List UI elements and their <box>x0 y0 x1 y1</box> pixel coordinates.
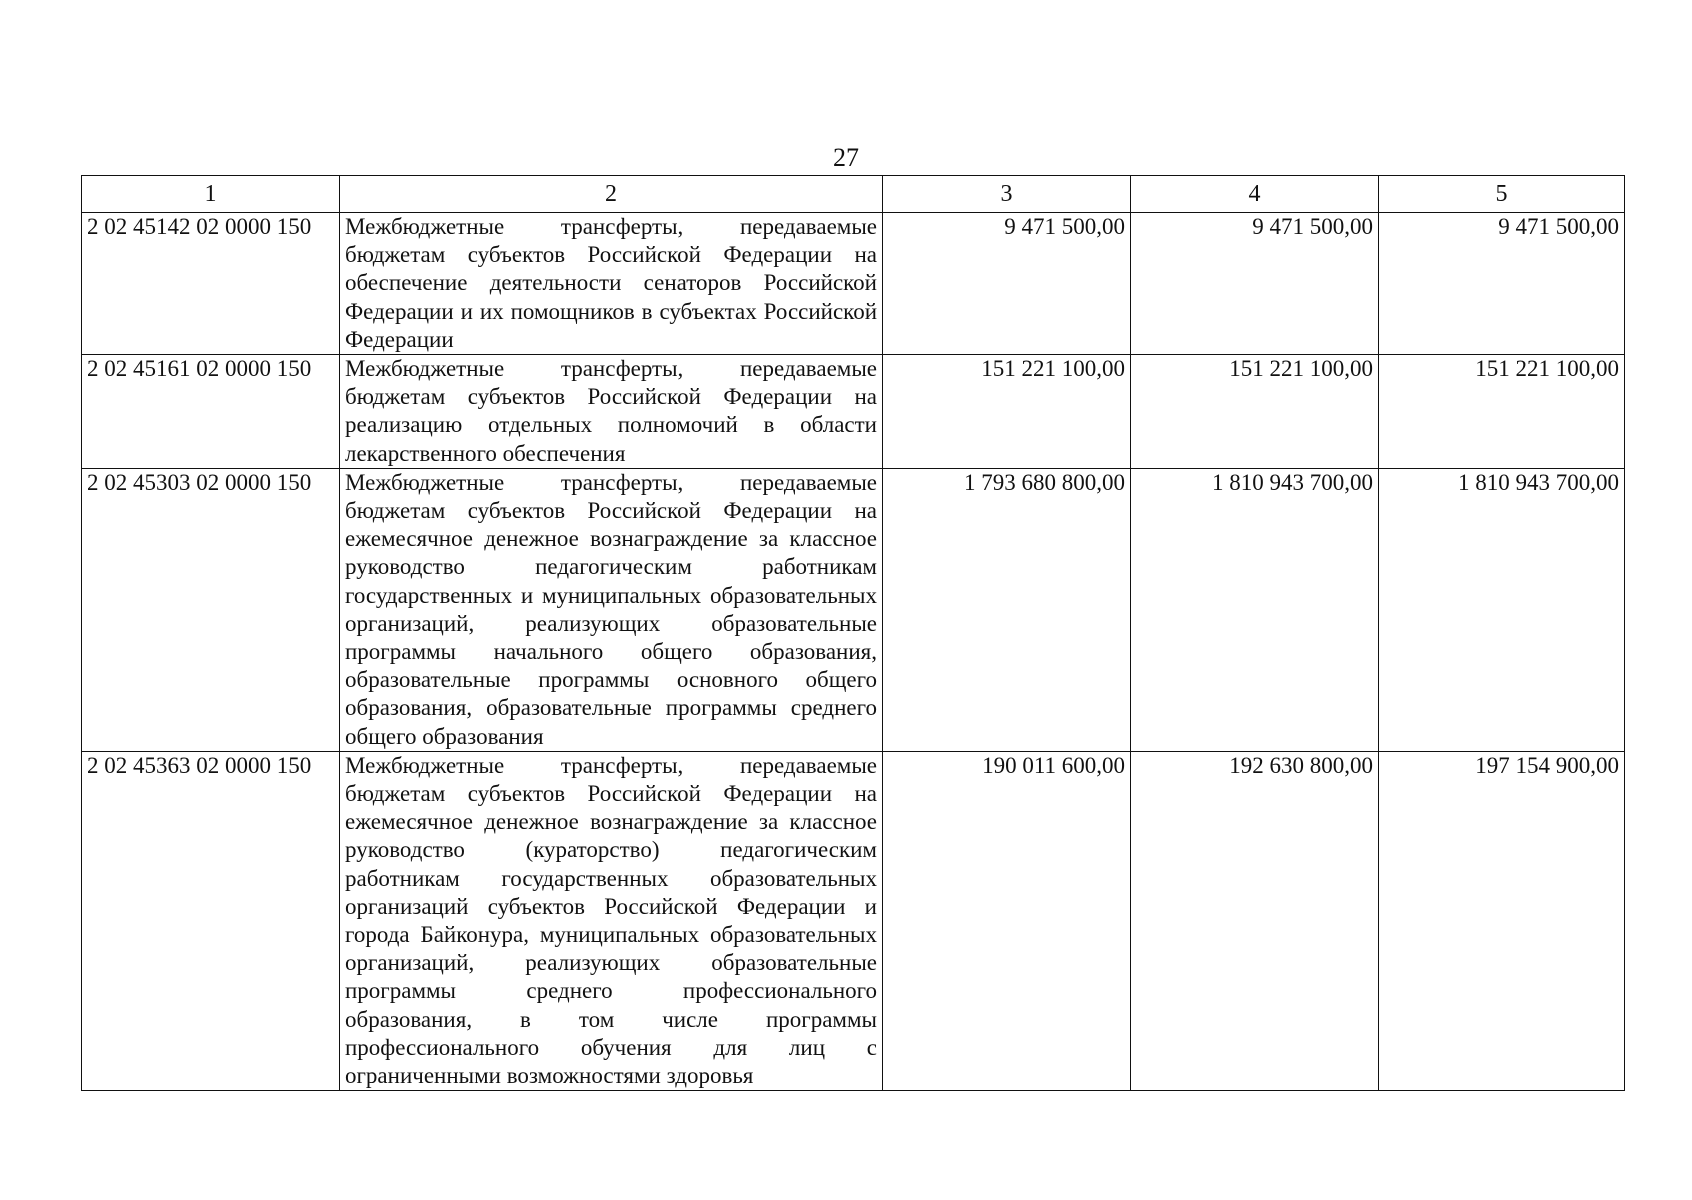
amount-col-3: 9 471 500,00 <box>883 213 1131 355</box>
budget-code: 2 02 45303 02 0000 150 <box>82 468 340 751</box>
budget-code: 2 02 45142 02 0000 150 <box>82 213 340 355</box>
header-cell-4: 4 <box>1131 176 1379 213</box>
amount-col-4: 192 630 800,00 <box>1131 751 1379 1090</box>
budget-code: 2 02 45161 02 0000 150 <box>82 355 340 469</box>
amount-col-3: 190 011 600,00 <box>883 751 1131 1090</box>
amount-col-5: 197 154 900,00 <box>1379 751 1625 1090</box>
amount-col-4: 9 471 500,00 <box>1131 213 1379 355</box>
header-cell-5: 5 <box>1379 176 1625 213</box>
budget-code: 2 02 45363 02 0000 150 <box>82 751 340 1090</box>
header-cell-1: 1 <box>82 176 340 213</box>
amount-col-5: 9 471 500,00 <box>1379 213 1625 355</box>
amount-col-5: 1 810 943 700,00 <box>1379 468 1625 751</box>
transfer-description: Межбюджетные трансферты, передаваемые бюджетам субъектов Российской Федерации на ежемесячное денежное вознаграждение за классное руководство (кураторство) педагогическим работникам государственных образовательных организаций субъектов Российской Федерации и города Байконура, муниципальных образовательных организаций, реализующих образовательные программы среднего профессионального образования, в том числе программы профессионального обучения для лиц с ограниченными возможностями здоровья <box>340 751 883 1090</box>
amount-col-3: 151 221 100,00 <box>883 355 1131 469</box>
budget-table <box>81 175 1625 1091</box>
header-row <box>82 176 1625 213</box>
transfer-description: Межбюджетные трансферты, передаваемые бюджетам субъектов Российской Федерации на ежемесячное денежное вознаграждение за классное руководство педагогическим работникам государственных и муниципальных образовательных организаций, реализующих образовательные программы начального общего образования, образовательные программы основного общего образования, образовательные программы среднего общего образования <box>340 468 883 751</box>
table-row <box>82 751 1625 1090</box>
table-row <box>82 213 1625 355</box>
amount-col-4: 151 221 100,00 <box>1131 355 1379 469</box>
transfer-description: Межбюджетные трансферты, передаваемые бюджетам субъектов Российской Федерации на реализацию отдельных полномочий в области лекарственного обеспечения <box>340 355 883 469</box>
amount-col-4: 1 810 943 700,00 <box>1131 468 1379 751</box>
table-row <box>82 468 1625 751</box>
header-cell-2: 2 <box>340 176 883 213</box>
amount-col-3: 1 793 680 800,00 <box>883 468 1131 751</box>
page-number: 27 <box>833 143 859 172</box>
transfer-description: Межбюджетные трансферты, передаваемые бюджетам субъектов Российской Федерации на обеспечение деятельности сенаторов Российской Федерации и их помощников в субъектах Российской Федерации <box>340 213 883 355</box>
table-row <box>82 355 1625 469</box>
header-cell-3: 3 <box>883 176 1131 213</box>
amount-col-5: 151 221 100,00 <box>1379 355 1625 469</box>
